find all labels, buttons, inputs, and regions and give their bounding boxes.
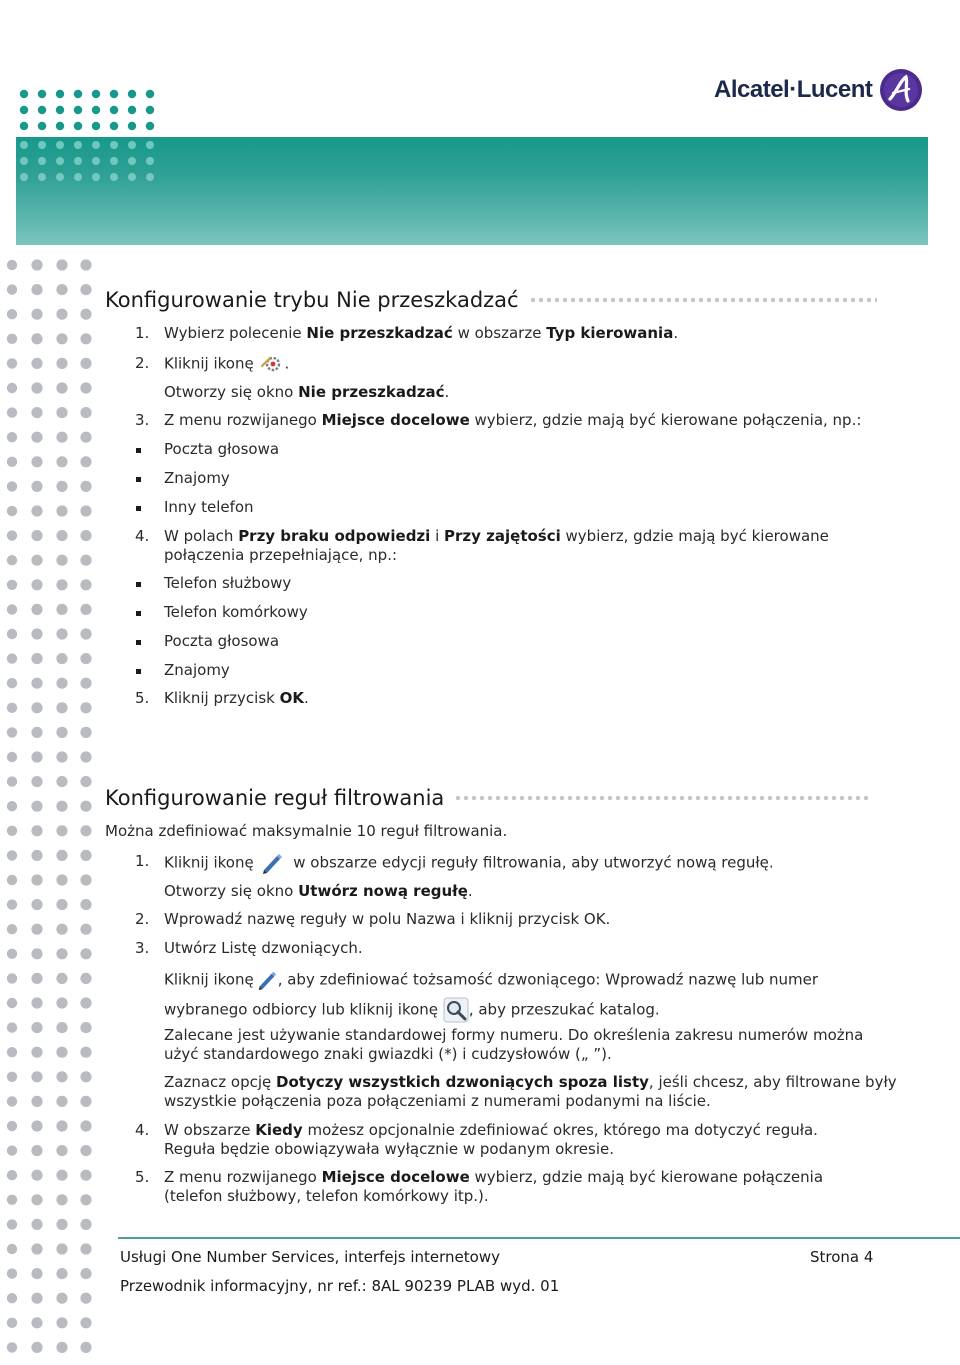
side-dot (56, 1022, 67, 1033)
side-dot (31, 1219, 42, 1230)
side-dot (80, 1342, 91, 1353)
side-dot (56, 1120, 67, 1131)
side-dot (56, 579, 67, 590)
title-dot-leader (529, 297, 877, 303)
rule-step-3-paragraph-3-line2: wszystkie połączenia poza połączeniami z numerami podanymi na liście. (164, 1092, 711, 1110)
step-2-text: Kliknij ikonę . (164, 354, 290, 373)
side-dot (31, 850, 42, 861)
side-dot (56, 948, 67, 959)
side-dot (7, 1022, 17, 1032)
side-dot (56, 1342, 67, 1353)
side-dot (7, 752, 17, 762)
side-dot (31, 259, 42, 270)
side-dot (31, 284, 42, 295)
step-number: 1. (135, 852, 150, 870)
side-dot (31, 604, 42, 615)
side-dot (31, 579, 42, 590)
side-dot (80, 1219, 91, 1230)
side-dot (31, 973, 42, 984)
side-dot (7, 1047, 17, 1057)
alcatel-lucent-logo-icon (878, 67, 924, 113)
side-dot (80, 850, 91, 861)
side-dot (7, 284, 17, 294)
side-dot (80, 776, 91, 787)
side-dot (56, 678, 67, 689)
side-dot (56, 1317, 67, 1328)
side-dot (31, 874, 42, 885)
side-dot (31, 948, 42, 959)
side-dot (7, 358, 17, 368)
side-dot (56, 284, 67, 295)
side-dot (31, 358, 42, 369)
side-dot (80, 284, 91, 295)
side-dot (31, 407, 42, 418)
side-dot (56, 1170, 67, 1181)
section-title-text: Konfigurowanie reguł filtrowania (105, 786, 445, 810)
side-dot (7, 1072, 17, 1082)
side-dot (56, 1268, 67, 1279)
side-dot (80, 997, 91, 1008)
pencil-icon (260, 852, 284, 874)
side-dot (7, 899, 17, 909)
rule-step-5-text: Z menu rozwijanego Miejsce docelowe wybierz, gdzie mają być kierowane połączenia (164, 1168, 824, 1186)
side-dot (31, 1293, 42, 1304)
side-dot (56, 481, 67, 492)
side-dot (56, 1096, 67, 1107)
side-dot (31, 702, 42, 713)
side-dot (7, 457, 17, 467)
side-dot (7, 555, 17, 565)
rule-step-4-text-line2: Reguła będzie obowiązywała wyłącznie w podanym okresie. (164, 1140, 614, 1158)
side-dot (7, 1293, 17, 1303)
side-dot (7, 260, 17, 270)
step-number: 3. (135, 411, 150, 429)
bullet (136, 669, 141, 674)
side-dot (56, 1243, 67, 1254)
rule-step-3-paragraph-2-line2: użyć standardowego znaki gwiazdki (*) i cudzysłowów („ ”). (164, 1045, 612, 1063)
side-dot (80, 1243, 91, 1254)
side-dot (31, 899, 42, 910)
side-dot (31, 309, 42, 320)
side-dot (56, 874, 67, 885)
side-dot (31, 653, 42, 664)
banner-dot-pattern (16, 137, 176, 197)
side-dot (56, 1219, 67, 1230)
side-dot (7, 703, 17, 713)
side-dot (56, 801, 67, 812)
side-dot (56, 1194, 67, 1205)
side-dot (80, 678, 91, 689)
side-dot (31, 1071, 42, 1082)
side-dot (80, 333, 91, 344)
side-dot (31, 1268, 42, 1279)
side-dot (7, 580, 17, 590)
rule-step-5-text-line2: (telefon służbowy, telefon komórkowy itp.). (164, 1187, 489, 1205)
side-dot (56, 432, 67, 443)
side-dot (80, 1047, 91, 1058)
side-dot (7, 334, 17, 344)
side-dot (56, 850, 67, 861)
side-dot (7, 1145, 17, 1155)
side-dot (56, 973, 67, 984)
side-dot (56, 1145, 67, 1156)
side-dot (80, 1071, 91, 1082)
side-dot (80, 1120, 91, 1131)
side-dot (31, 1342, 42, 1353)
side-dot (7, 506, 17, 516)
pencil-icon (256, 969, 278, 991)
side-dot (80, 801, 91, 812)
list-item: Telefon komórkowy (164, 603, 308, 621)
step-number: 5. (135, 689, 150, 707)
rule-step-3-text: Utwórz Listę dzwoniących. (164, 939, 363, 957)
side-dot (56, 456, 67, 467)
side-dot (80, 1194, 91, 1205)
side-dot (7, 1342, 17, 1352)
side-dot (56, 924, 67, 935)
side-dot (31, 555, 42, 566)
side-dot (80, 899, 91, 910)
side-dot (7, 1195, 17, 1205)
side-dot (80, 505, 91, 516)
step-number: 1. (135, 324, 150, 342)
side-dot (31, 333, 42, 344)
list-item: Znajomy (164, 661, 230, 679)
side-dot (7, 973, 17, 983)
side-dot (80, 579, 91, 590)
side-dot (7, 924, 17, 934)
list-item: Znajomy (164, 469, 230, 487)
side-dot (56, 776, 67, 787)
side-dot (7, 1096, 17, 1106)
side-dot (80, 604, 91, 615)
side-dot (7, 949, 17, 959)
list-item: Poczta głosowa (164, 632, 280, 650)
side-dot (7, 407, 17, 417)
side-dot (80, 1170, 91, 1181)
side-dot (56, 555, 67, 566)
side-dot (31, 481, 42, 492)
rule-step-3-paragraph-1: Kliknij ikonę , aby zdefiniować tożsamość dzwoniącego: Wprowadź nazwę lub numer (164, 969, 818, 991)
side-dot (7, 530, 17, 540)
footer-title: Usługi One Number Services, interfejs internetowy (120, 1248, 500, 1266)
rule-step-3-paragraph-3: Zaznacz opcję Dotyczy wszystkich dzwoniących spoza listy, jeśli chcesz, aby filtrowane były (164, 1073, 897, 1091)
side-dot (7, 481, 17, 491)
side-dot (31, 1194, 42, 1205)
step-number: 4. (135, 527, 150, 545)
rule-step-1-note: Otworzy się okno Utwórz nową regułę. (164, 882, 473, 900)
side-dot (31, 1096, 42, 1107)
side-dot (56, 825, 67, 836)
rule-step-1-text: Kliknij ikonę w obszarze edycji reguły filtrowania, aby utworzyć nową regułę. (164, 852, 774, 874)
bullet (136, 448, 141, 453)
side-dot (7, 629, 17, 639)
side-dot (56, 899, 67, 910)
side-dot (7, 432, 17, 442)
side-dot (80, 727, 91, 738)
side-dot (80, 1268, 91, 1279)
step-number: 2. (135, 354, 150, 372)
section-intro: Można zdefiniować maksymalnie 10 reguł filtrowania. (105, 822, 508, 840)
side-dot (56, 333, 67, 344)
side-dot (7, 1219, 17, 1229)
side-dot (56, 702, 67, 713)
list-item: Poczta głosowa (164, 440, 280, 458)
side-dot (80, 259, 91, 270)
side-dot (80, 456, 91, 467)
rule-step-4-text: W obszarze Kiedy możesz opcjonalnie zdefiniować okres, którego ma dotyczyć reguła. (164, 1121, 818, 1139)
side-dot (31, 505, 42, 516)
bullet (136, 582, 141, 587)
rule-step-2-text: Wprowadź nazwę reguły w polu Nazwa i kliknij przycisk OK. (164, 910, 611, 928)
side-dot (7, 1244, 17, 1254)
side-dot (56, 358, 67, 369)
side-dot (31, 1317, 42, 1328)
side-dot (31, 825, 42, 836)
logo-wordmark: Alcatel·Lucent (714, 76, 873, 103)
section-title-filter-rules (105, 786, 870, 810)
magnifier-icon (443, 997, 469, 1023)
side-dot (31, 801, 42, 812)
page-number: Strona 4 (810, 1248, 874, 1266)
side-dot (56, 530, 67, 541)
bullet (136, 477, 141, 482)
side-dot (80, 1145, 91, 1156)
step-4-text: W polach Przy braku odpowiedzi i Przy zajętości wybierz, gdzie mają być kierowane (164, 527, 829, 545)
rule-step-3-paragraph-1-line2: wybranego odbiorcy lub kliknij ikonę , aby przeszukać katalog. (164, 997, 660, 1023)
side-dot (7, 850, 17, 860)
side-dot (7, 383, 17, 393)
step-3-text: Z menu rozwijanego Miejsce docelowe wybierz, gdzie mają być kierowane połączenia, np.: (164, 411, 862, 429)
side-dot (7, 1268, 17, 1278)
side-dot (31, 776, 42, 787)
side-dot-pattern (0, 255, 100, 1365)
side-dot (80, 825, 91, 836)
side-dot (80, 1096, 91, 1107)
side-dot (7, 801, 17, 811)
gear-star-icon (260, 354, 284, 374)
side-dot (31, 432, 42, 443)
side-dot (56, 628, 67, 639)
step-5-text: Kliknij przycisk OK. (164, 689, 309, 707)
side-dot (80, 702, 91, 713)
side-dot (31, 1120, 42, 1131)
side-dot (80, 555, 91, 566)
side-dot (56, 653, 67, 664)
side-dot (80, 1022, 91, 1033)
side-dot (56, 1047, 67, 1058)
step-4-text-line2: połączenia przepełniające, np.: (164, 546, 398, 564)
side-dot (7, 998, 17, 1008)
bullet (136, 611, 141, 616)
side-dot (7, 875, 17, 885)
side-dot (56, 727, 67, 738)
side-dot (31, 727, 42, 738)
side-dot (80, 973, 91, 984)
side-dot (80, 874, 91, 885)
side-dot (31, 997, 42, 1008)
side-dot (80, 948, 91, 959)
side-dot (7, 1318, 17, 1328)
side-dot (80, 1317, 91, 1328)
side-dot (56, 309, 67, 320)
side-dot (31, 678, 42, 689)
section-title-text: Konfigurowanie trybu Nie przeszkadzać (105, 288, 519, 312)
rule-step-3-paragraph-2: Zalecane jest używanie standardowej formy numeru. Do określenia zakresu numerów można (164, 1026, 864, 1044)
side-dot (80, 481, 91, 492)
side-dot (56, 505, 67, 516)
step-1-text: Wybierz polecenie Nie przeszkadzać w obszarze Typ kierowania. (164, 324, 679, 342)
footer-divider (118, 1237, 960, 1239)
side-dot (80, 1293, 91, 1304)
side-dot (80, 751, 91, 762)
side-dot (31, 1170, 42, 1181)
bullet (136, 506, 141, 511)
side-dot (56, 382, 67, 393)
side-dot (7, 776, 17, 786)
side-dot (56, 604, 67, 615)
step-number: 3. (135, 939, 150, 957)
side-dot (7, 826, 17, 836)
side-dot (80, 530, 91, 541)
side-dot (7, 604, 17, 614)
side-dot (7, 653, 17, 663)
side-dot (31, 628, 42, 639)
side-dot (80, 382, 91, 393)
side-dot (56, 1293, 67, 1304)
side-dot (80, 407, 91, 418)
footer-reference: Przewodnik informacyjny, nr ref.: 8AL 90239 PLAB wyd. 01 (120, 1277, 560, 1295)
header-banner (16, 137, 928, 245)
step-2-note: Otworzy się okno Nie przeszkadzać. (164, 383, 450, 401)
side-dot (31, 1022, 42, 1033)
side-dot (80, 432, 91, 443)
side-dot (31, 530, 42, 541)
side-dot (80, 653, 91, 664)
side-dot (80, 628, 91, 639)
side-dot (56, 997, 67, 1008)
list-item: Telefon służbowy (164, 574, 292, 592)
side-dot (31, 456, 42, 467)
side-dot (31, 1243, 42, 1254)
side-dot (31, 1145, 42, 1156)
alcatel-lucent-logo (714, 64, 924, 116)
side-dot (80, 309, 91, 320)
side-dot (31, 1047, 42, 1058)
side-dot (80, 358, 91, 369)
side-dot (7, 309, 17, 319)
side-dot (56, 259, 67, 270)
side-dot (7, 1121, 17, 1131)
side-dot (80, 924, 91, 935)
side-dot (31, 751, 42, 762)
step-number: 5. (135, 1168, 150, 1186)
side-dot (31, 924, 42, 935)
side-dot (7, 1170, 17, 1180)
bullet (136, 640, 141, 645)
side-dot (56, 407, 67, 418)
side-dot (7, 727, 17, 737)
step-number: 2. (135, 910, 150, 928)
list-item: Inny telefon (164, 498, 254, 516)
side-dot (56, 1071, 67, 1082)
step-number: 4. (135, 1121, 150, 1139)
side-dot (56, 751, 67, 762)
side-dot (31, 382, 42, 393)
title-dot-leader (454, 795, 870, 801)
side-dot (7, 678, 17, 688)
section-title-do-not-disturb (105, 288, 877, 312)
